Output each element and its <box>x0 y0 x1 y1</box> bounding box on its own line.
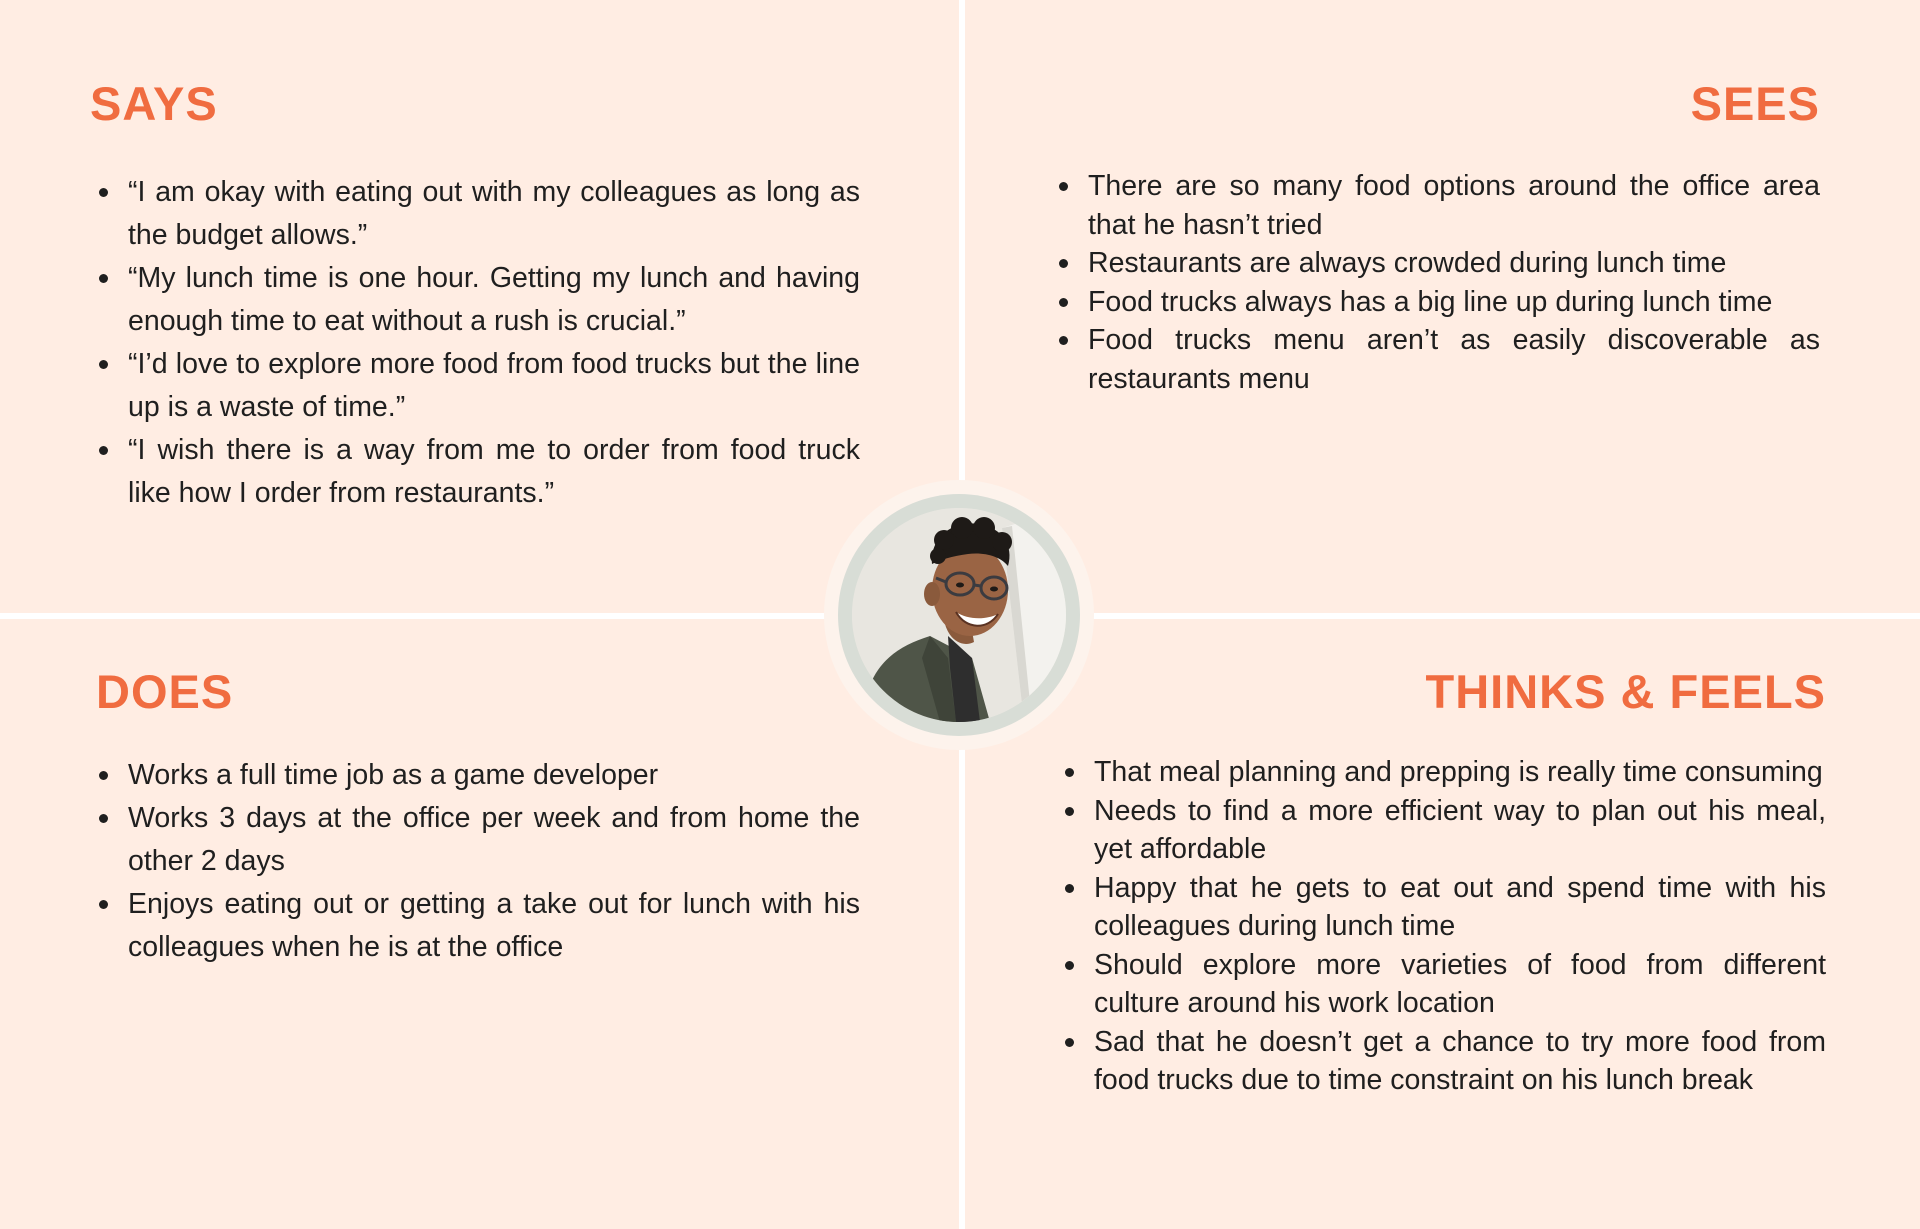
list-item <box>92 429 860 515</box>
thinks-feels-item-text: Sad that he doesn’t get a chance to try more food from food trucks due to time constraint on his lunch break <box>1094 1025 1826 1096</box>
thinks-feels-quadrant <box>1058 665 1826 1100</box>
bullet-icon <box>1059 336 1068 345</box>
says-title: SAYS <box>90 77 218 130</box>
list-item <box>92 754 860 797</box>
thinks-feels-item-text: Needs to find a more efficient way to plan out his meal, yet affordable <box>1094 794 1826 865</box>
bullet-icon <box>99 274 108 283</box>
says-quadrant <box>90 77 860 515</box>
bullet-icon <box>1065 961 1074 970</box>
list-item <box>1052 244 1820 283</box>
does-item-text: Works 3 days at the office per week and from home the other 2 days <box>128 802 860 877</box>
bullet-icon <box>1065 1038 1074 1047</box>
bullet-icon <box>1065 768 1074 777</box>
list-item <box>92 257 860 343</box>
list-item <box>1058 1023 1826 1100</box>
sees-quadrant <box>1052 77 1820 398</box>
does-item-text: Enjoys eating out or getting a take out for lunch with his colleagues when he is at the office <box>128 888 860 963</box>
avatar-ring <box>838 494 1080 736</box>
sees-item-text: Food trucks menu aren’t as easily discoverable as restaurants menu <box>1088 324 1820 395</box>
bullet-icon <box>1059 182 1068 191</box>
says-item-text: “My lunch time is one hour. Getting my lunch and having enough time to eat without a rush is crucial.” <box>128 262 860 337</box>
thinks-feels-list <box>1058 753 1826 1100</box>
thinks-feels-item-text: Happy that he gets to eat out and spend time with his colleagues during lunch time <box>1094 871 1826 942</box>
bullet-icon <box>1065 807 1074 816</box>
thinks-feels-title: THINKS & FEELS <box>1425 665 1826 718</box>
sees-item-text: Restaurants are always crowded during lunch time <box>1088 247 1727 279</box>
user-photo-icon <box>852 508 1066 722</box>
says-list <box>92 171 860 515</box>
does-quadrant <box>92 665 860 969</box>
portrait-illustration <box>852 508 1066 722</box>
sees-list <box>1052 167 1820 398</box>
bullet-icon <box>1059 259 1068 268</box>
does-title: DOES <box>96 665 234 718</box>
bullet-icon <box>99 900 108 909</box>
bullet-icon <box>99 814 108 823</box>
sees-title: SEES <box>1690 77 1820 130</box>
list-item <box>1052 167 1820 244</box>
list-item <box>92 797 860 883</box>
thinks-feels-item-text: Should explore more varieties of food from different culture around his work location <box>1094 948 1826 1019</box>
bullet-icon <box>99 188 108 197</box>
bullet-icon <box>1065 884 1074 893</box>
list-item <box>1058 792 1826 869</box>
says-item-text: “I wish there is a way from me to order from food truck like how I order from restaurants.” <box>128 434 860 509</box>
does-list <box>92 754 860 969</box>
list-item <box>1058 753 1826 792</box>
list-item <box>1052 283 1820 322</box>
list-item <box>92 883 860 969</box>
sees-item-text: There are so many food options around the office area that he hasn’t tried <box>1088 170 1820 241</box>
says-item-text: “I’d love to explore more food from food trucks but the line up is a waste of time.” <box>128 348 860 423</box>
list-item <box>1058 869 1826 946</box>
list-item <box>1052 321 1820 398</box>
bullet-icon <box>99 771 108 780</box>
list-item <box>92 171 860 257</box>
sees-item-text: Food trucks always has a big line up during lunch time <box>1088 285 1773 318</box>
bullet-icon <box>99 360 108 369</box>
does-item-text: Works a full time job as a game developer <box>128 759 659 791</box>
list-item <box>92 343 860 429</box>
list-item <box>1058 946 1826 1023</box>
thinks-feels-item-text: That meal planning and prepping is really time consuming <box>1094 756 1823 788</box>
says-item-text: “I am okay with eating out with my colleagues as long as the budget allows.” <box>128 176 860 251</box>
bullet-icon <box>99 446 108 455</box>
bullet-icon <box>1059 298 1068 307</box>
avatar <box>824 480 1094 750</box>
